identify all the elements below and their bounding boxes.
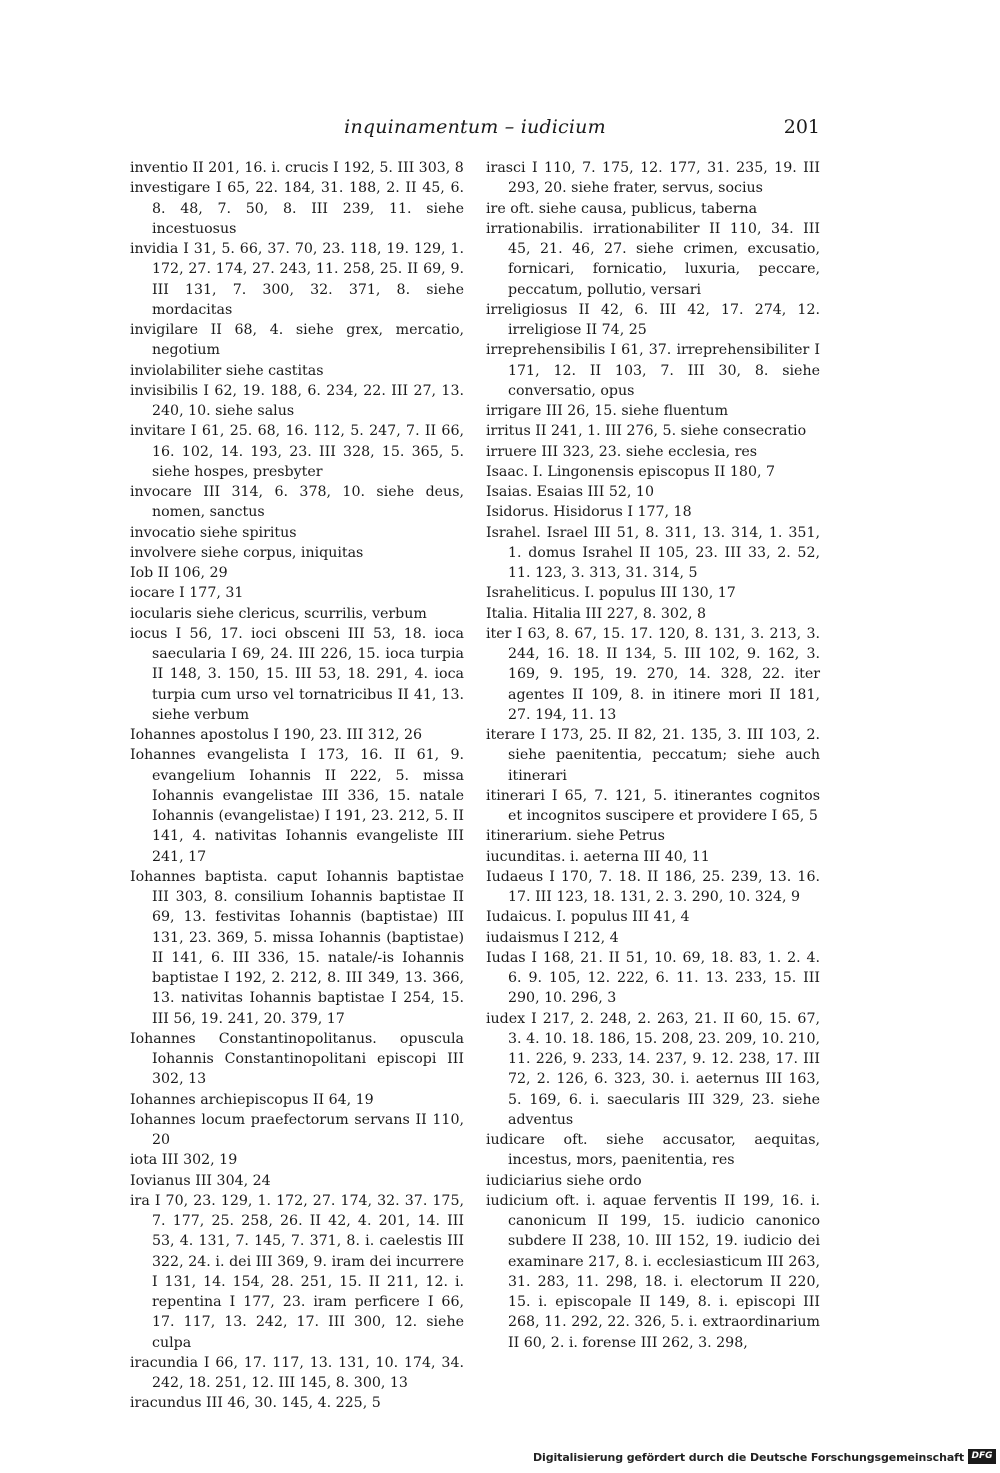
footer: [0, 1445, 1000, 1473]
index-entry: iudiciarius siehe ordo: [486, 1172, 642, 1189]
index-entry: Iob II 106, 29: [130, 565, 228, 581]
index-entry: iocare I 177, 31: [130, 585, 244, 602]
index-entry: iracundus III 46, 30. 145, 4. 225, 5: [130, 1395, 381, 1412]
index-entry: iucunditas. i. aeterna III 40, 11: [486, 848, 710, 865]
index-entry: irreprehensibilis I 61, 37. irreprehensibiliter I 171, 12. II 103, 7. III 30, 8. siehe conversatio, opus: [486, 342, 820, 399]
index-entry: Iudas I 168, 21. II 51, 10. 69, 18. 83, 1. 2. 4. 6. 9. 105, 12. 222, 6. 11. 13. 233, 15. III 290, 10. 296, 3: [486, 949, 820, 1007]
index-entry: irruere III 323, 23. siehe ecclesia, res: [486, 443, 758, 460]
index-entry: Isaias. Esaias III 52, 10: [486, 484, 654, 500]
index-entry: Iudaeus I 170, 7. 18. II 186, 25. 239, 13. 16. 17. III 123, 18. 131, 2. 3. 290, 10. 324, 9: [486, 868, 820, 905]
index-entry: irasci I 110, 7. 175, 12. 177, 31. 235, 19. III 293, 20. siehe frater, servus, socius: [486, 160, 820, 197]
index-entry: Israhel. Israel III 51, 8. 311, 13. 314, 1. 351, 1. domus Israhel II 105, 23. III 33, 2. 52, 11. 123, 3. 313, 31. 314, 5: [486, 524, 820, 581]
index-entry: involvere siehe corpus, iniquitas: [130, 544, 364, 561]
index-entry: investigare I 65, 22. 184, 31. 188, 2. II 45, 6. 8. 48, 7. 50, 8. III 239, 11. siehe incestuosus: [130, 180, 464, 237]
index-entry: ira I 70, 23. 129, 1. 172, 27. 174, 32. 37. 175, 7. 177, 25. 258, 26. II 42, 4. 201, 14. III 53, 4. 131, 7. 145, 7. 371, 8. i. caelestis III 322, 24. i. dei III 369, 9. iram dei incurrere I 131, 14. 154, 28. 251, 15. II 211, 12. i. repentina I 177, 23. iram perficere I 66, 17. 117, 13. 242, 17. III 300, 12. siehe culpa: [130, 1192, 464, 1351]
index-entry: Iohannes apostolus I 190, 23. III 312, 26: [130, 727, 423, 743]
index-entry: iracundia I 66, 17. 117, 13. 131, 10. 174, 34. 242, 18. 251, 12. III 145, 8. 300, 13: [130, 1354, 464, 1391]
index-entry: invigilare II 68, 4. siehe grex, mercatio, negotium: [130, 322, 464, 359]
index-entry: Israheliticus. I. populus III 130, 17: [486, 585, 736, 602]
index-entry: invisibilis I 62, 19. 188, 6. 234, 22. III 27, 13. 240, 10. siehe salus: [130, 382, 464, 419]
index-entry: inventio II 201, 16. i. crucis I 192, 5. III 303, 8: [130, 160, 464, 176]
index-entry: iocus I 56, 17. ioci obsceni III 53, 18. ioca saecularia I 69, 24. III 226, 15. ioca turpia II 148, 3. 150, 15. III 53, 18. 291, 4. ioca turpia cum urso vel tornatricibus II 41, 13. siehe verbum: [130, 625, 464, 723]
index-entry: iudicium oft. i. aquae ferventis II 199, 16. i. canonicum II 199, 15. iudicio canonico subdere II 238, 10. III 152, 19. iudicio dei examinare 217, 8. i. ecclesiasticum III 263, 31. 283, 11. 298, 18. i. electorum II 220, 15. i. episcopale II 149, 8. i. episcopi III 268, 11. 292, 22. 326, 5. i. extraordinarium II 60, 2. i. forense III 262, 3. 298,: [486, 1192, 820, 1351]
index-entry: iudicare oft. siehe accusator, aequitas, incestus, mors, paenitentia, res: [486, 1132, 820, 1169]
index-column-right: [486, 158, 820, 1353]
index-entry: invocare III 314, 6. 378, 10. siehe deus, nomen, sanctus: [130, 484, 464, 521]
index-entry: iter I 63, 8. 67, 15. 17. 120, 8. 131, 3. 213, 3. 244, 16. 18. II 134, 5. III 102, 9. 162, 3. 169, 9. 195, 19. 270, 14. 328, 22. iter agentes II 109, 8. in itinere mori II 181, 27. 194, 11. 13: [486, 625, 820, 723]
index-entry: Iohannes Constantinopolitanus. opuscula Iohannis Constantinopolitani episcopi III 302, 13: [130, 1030, 464, 1088]
index-entry: Iohannes locum praefectorum servans II 110, 20: [130, 1111, 464, 1148]
index-entry: Iudaicus. I. populus III 41, 4: [486, 909, 690, 926]
index-entry: inviolabiliter siehe castitas: [130, 362, 324, 379]
running-title: inquinamentum – iudicium: [344, 116, 606, 138]
funding-credit: Digitalisierung gefördert durch die Deutsche Forschungsgemeinschaft: [533, 1451, 964, 1464]
index-entry: invitare I 61, 25. 68, 16. 112, 5. 247, 7. II 66, 16. 102, 14. 193, 23. III 328, 15. 365, 5. siehe hospes, presbyter: [130, 423, 464, 480]
index-entry: irrigare III 26, 15. siehe fluentum: [486, 403, 729, 419]
index-entry: iudex I 217, 2. 248, 2. 263, 21. II 60, 15. 67, 3. 4. 10. 18. 186, 15. 208, 23. 209, 10. 210, 11. 226, 9. 233, 14. 237, 9. 12. 238, 17. III 72, 2. 126, 6. 323, 30. i. aeternus III 163, 5. 169, 6. i. saecularis III 329, 23. siehe adventus: [486, 1010, 820, 1128]
page-header: [130, 116, 820, 142]
index-entry: iocularis siehe clericus, scurrilis, verbum: [130, 605, 427, 622]
index-entry: invidia I 31, 5. 66, 37. 70, 23. 118, 19. 129, 1. 172, 27. 174, 27. 243, 11. 258, 25. II 69, 9. III 131, 7. 300, 32. 371, 8. siehe mordacitas: [130, 241, 464, 318]
index-entry: itinerari I 65, 7. 121, 5. itinerantes cognitos et incognitos suscipere et providere I 65, 5: [486, 787, 820, 824]
index-entry: irrationabilis. irrationabiliter II 110, 34. III 45, 21. 46, 27. siehe crimen, excusatio, fornicari, fornicatio, luxuria, peccare, peccatum, pollutio, versari: [486, 220, 820, 298]
index-entry: invocatio siehe spiritus: [130, 524, 297, 541]
index-entry: Isaac. I. Lingonensis episcopus II 180, 7: [486, 463, 776, 480]
index-entry: irritus II 241, 1. III 276, 5. siehe consecratio: [486, 423, 807, 440]
index-entry: Iohannes evangelista I 173, 16. II 61, 9. evangelium Iohannis II 222, 5. missa Iohannis evangelistae III 336, 15. natale Iohannis (evangelistae) I 191, 23. 212, 5. II 141, 4. nativitas Iohannis evangeliste III 241, 17: [130, 747, 464, 865]
index-entry: irreligiosus II 42, 6. III 42, 17. 274, 12. irreligiose II 74, 25: [486, 301, 820, 338]
index-entry: Iohannes archiepiscopus II 64, 19: [130, 1091, 374, 1108]
index-entry: itinerarium. siehe Petrus: [486, 828, 665, 845]
index-entry: Iovianus III 304, 24: [130, 1172, 271, 1189]
index-column-left: [130, 158, 464, 1414]
index-entry: iota III 302, 19: [130, 1152, 238, 1169]
index-entry: Iohannes baptista. caput Iohannis baptistae III 303, 8. consilium Iohannis baptistae II 69, 13. festivitas Iohannis (baptistae) III 131, 23. 369, 5. missa Iohannis (baptistae) II 141, 6. III 336, 15. natale/-is Iohannis baptistae I 192, 2. 212, 8. III 349, 13. 366, 13. nativitas Iohannis baptistae I 254, 15. III 56, 19. 241, 20. 379, 17: [130, 868, 464, 1027]
index-entry: ire oft. siehe causa, publicus, taberna: [486, 200, 758, 217]
page-number: 201: [783, 116, 820, 138]
index-entry: Isidorus. Hisidorus I 177, 18: [486, 504, 692, 521]
dfg-logo: DFG: [968, 1449, 996, 1464]
index-entry: iudaismus I 212, 4: [486, 929, 619, 946]
index-entry: iterare I 173, 25. II 82, 21. 135, 3. III 103, 2. siehe paenitentia, peccatum; siehe auch itinerari: [486, 727, 820, 784]
index-entry: Italia. Hitalia III 227, 8. 302, 8: [486, 605, 707, 622]
